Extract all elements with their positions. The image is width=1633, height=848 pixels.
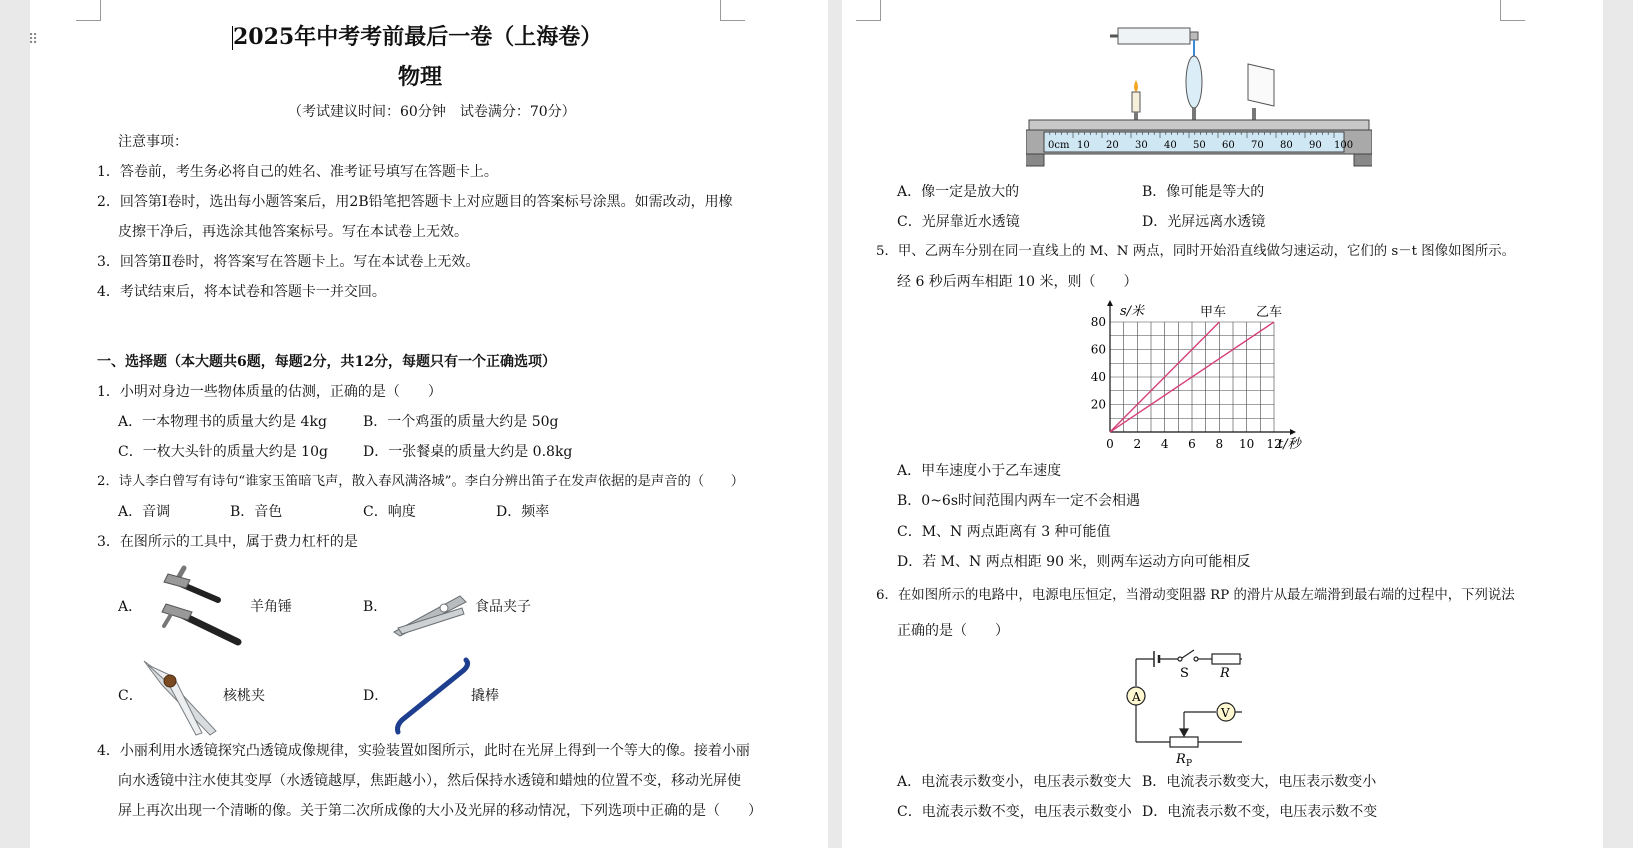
x-tick-label: 4 xyxy=(1160,437,1169,451)
crop-mark xyxy=(856,0,881,21)
question-stem[interactable]: 6．在如图所示的电路中，电源电压恒定，当滑动变阻器 RP 的滑片从最左端滑到最右端的过程中，下列说法 xyxy=(876,588,1515,603)
note-line[interactable]: 皮擦干净后，再选涂其他答案标号。写在本试卷上无效。 xyxy=(118,224,468,240)
option-b[interactable]: B．电流表示数变大，电压表示数变小 xyxy=(1142,774,1377,790)
option-b-label[interactable]: 食品夹子 xyxy=(475,599,531,615)
x-tick-label: 2 xyxy=(1133,437,1142,451)
doc-subject[interactable]: 物理 xyxy=(398,64,443,90)
question-stem[interactable]: 4．小丽利用水透镜探究凸透镜成像规律，实验装置如图所示，此时在光屏上得到一个等大的像。接着小丽 xyxy=(97,743,750,759)
option-d[interactable]: D．电流表示数不变，电压表示数不变 xyxy=(1142,804,1378,820)
option-b[interactable]: B．0~6s时间范围内两车一定不会相遇 xyxy=(897,493,1141,509)
ruler-label: 70 xyxy=(1251,140,1264,151)
option-a[interactable]: A．甲车速度小于乙车速度 xyxy=(897,463,1062,479)
option-b[interactable]: B．音色 xyxy=(230,504,283,520)
x-tick-label: 0 xyxy=(1106,437,1114,451)
option-a[interactable]: A．电流表示数变小，电压表示数变大 xyxy=(897,774,1132,790)
x-axis-label: t/秒 xyxy=(1278,437,1301,452)
crowbar-image xyxy=(388,656,472,736)
rheostat-label: R xyxy=(1176,752,1186,767)
crop-mark xyxy=(1500,0,1525,21)
ruler-label: 10 xyxy=(1077,140,1090,151)
question-stem[interactable]: 3．在图所示的工具中，属于费力杠杆的是 xyxy=(97,534,358,550)
option-c[interactable]: C．光屏靠近水透镜 xyxy=(897,214,1020,230)
option-b[interactable]: B．一个鸡蛋的质量大约是 50g xyxy=(363,414,559,430)
page-right xyxy=(842,0,1603,848)
question-stem[interactable]: 2．诗人李白曾写有诗句“谁家玉笛暗飞声，散入春风满洛城”。李白分辨出笛子在发声依据的是声音的（ ） xyxy=(97,474,745,489)
rheostat-subscript: P xyxy=(1186,759,1193,768)
ruler-label: 90 xyxy=(1309,140,1322,151)
series-label-yi: 乙车 xyxy=(1256,305,1283,320)
x-tick-label: 10 xyxy=(1239,437,1255,451)
ruler-label: 30 xyxy=(1135,140,1148,151)
x-tick-label: 6 xyxy=(1188,437,1196,451)
option-a[interactable]: A．像一定是放大的 xyxy=(897,184,1020,200)
voltmeter-icon: V xyxy=(1221,706,1230,720)
resistor-label: R xyxy=(1220,666,1230,681)
option-a[interactable]: A．一本物理书的质量大约是 4kg xyxy=(118,414,327,430)
s-t-chart xyxy=(1078,298,1308,456)
series-label-jia: 甲车 xyxy=(1200,305,1227,320)
ruler-label: 100 xyxy=(1334,140,1354,151)
food-tongs-image xyxy=(390,588,470,640)
notes-heading[interactable]: 注意事项： xyxy=(118,134,188,150)
crop-mark xyxy=(76,0,101,21)
page-left xyxy=(30,0,828,848)
option-c[interactable]: C．一枚大头针的质量大约是 10g xyxy=(118,444,328,460)
option-a[interactable]: A．音调 xyxy=(118,504,171,520)
ruler-label: 80 xyxy=(1280,140,1293,151)
ruler-label: 0cm xyxy=(1048,140,1070,151)
y-tick-label: 80 xyxy=(1090,315,1106,329)
x-tick-label: 8 xyxy=(1215,437,1224,451)
drag-handle-icon[interactable]: ⠿ xyxy=(28,32,39,48)
y-tick-label: 60 xyxy=(1090,342,1106,357)
option-d[interactable]: D．光屏远离水透镜 xyxy=(1142,214,1266,230)
question-stem[interactable]: 屏上再次出现一个清晰的像。关于第二次所成像的大小及光屏的移动情况，下列选项中正确的是（ ） xyxy=(118,803,762,819)
doc-title[interactable]: 2025年中考考前最后一卷（上海卷） xyxy=(233,24,603,50)
question-stem[interactable]: 1．小明对身边一些物体质量的估测，正确的是（ ） xyxy=(97,384,442,400)
option-d[interactable]: D．一张餐桌的质量大约是 0.8kg xyxy=(363,444,573,460)
option-c[interactable]: C．电流表示数不变，电压表示数变小 xyxy=(897,804,1132,820)
option-b[interactable]: B．像可能是等大的 xyxy=(1142,184,1265,200)
question-stem[interactable]: 经 6 秒后两车相距 10 米，则（ ） xyxy=(897,274,1138,290)
x-axis-arrow xyxy=(1290,429,1296,435)
ruler-label: 60 xyxy=(1222,140,1235,151)
ammeter-icon: A xyxy=(1132,690,1141,704)
question-stem[interactable]: 正确的是（ ） xyxy=(897,623,1009,639)
option-d-label[interactable]: 撬棒 xyxy=(471,688,499,704)
nutcracker-image xyxy=(138,655,220,737)
question-stem[interactable]: 5．甲、乙两车分别在同一直线上的 M、N 两点，同时开始沿直线做匀速运动，它们的 s－t 图像如图所示。 xyxy=(876,244,1516,259)
option-a-letter[interactable]: A． xyxy=(118,599,143,615)
option-a-label[interactable]: 羊角锤 xyxy=(250,599,292,615)
option-d[interactable]: D．若 M、N 两点相距 90 米，则两车运动方向可能相反 xyxy=(897,554,1251,570)
crop-mark xyxy=(720,0,745,21)
section-heading[interactable]: 一、选择题（本大题共6题，每题2分，共12分，每题只有一个正确选项） xyxy=(97,354,556,370)
option-b-letter[interactable]: B． xyxy=(363,599,388,615)
note-line[interactable]: 3．回答第Ⅱ卷时，将答案写在答题卡上。写在本试卷上无效。 xyxy=(97,254,480,270)
exam-info[interactable]: （考试建议时间：60分钟 试卷满分：70分） xyxy=(288,104,576,120)
circuit-diagram xyxy=(1092,646,1242,768)
option-c[interactable]: C．M、N 两点距离有 3 种可能值 xyxy=(897,524,1111,540)
claw-hammer-image xyxy=(146,560,246,652)
y-axis-label: s/米 xyxy=(1120,304,1145,319)
ruler-label: 50 xyxy=(1193,140,1206,151)
option-d[interactable]: D．频率 xyxy=(496,504,550,520)
switch-label: S xyxy=(1180,666,1189,681)
note-line[interactable]: 4．考试结束后，将本试卷和答题卡一并交回。 xyxy=(97,284,386,300)
ruler-label: 20 xyxy=(1106,140,1119,151)
option-c-label[interactable]: 核桃夹 xyxy=(223,688,265,704)
note-line[interactable]: 1．答卷前，考生务必将自己的姓名、准考证号填写在答题卡上。 xyxy=(97,164,498,180)
ruler-label: 40 xyxy=(1164,140,1177,151)
option-d-letter[interactable]: D． xyxy=(363,688,389,704)
question-stem[interactable]: 向水透镜中注水使其变厚（水透镜越厚，焦距越小），然后保持水透镜和蜡烛的位置不变，移动光屏使 xyxy=(118,773,741,789)
x-tick-label: 12 xyxy=(1266,437,1282,451)
note-line[interactable]: 2．回答第Ⅰ卷时，选出每小题答案后，用2B铅笔把答题卡上对应题目的答案标号涂黑。如需改动，用橡 xyxy=(97,194,733,210)
y-axis-arrow xyxy=(1107,300,1113,306)
y-tick-label: 40 xyxy=(1090,370,1106,384)
optical-bench-diagram xyxy=(1026,22,1372,172)
option-c-letter[interactable]: C． xyxy=(118,688,143,704)
y-tick-label: 20 xyxy=(1090,397,1106,412)
option-c[interactable]: C．响度 xyxy=(363,504,416,520)
